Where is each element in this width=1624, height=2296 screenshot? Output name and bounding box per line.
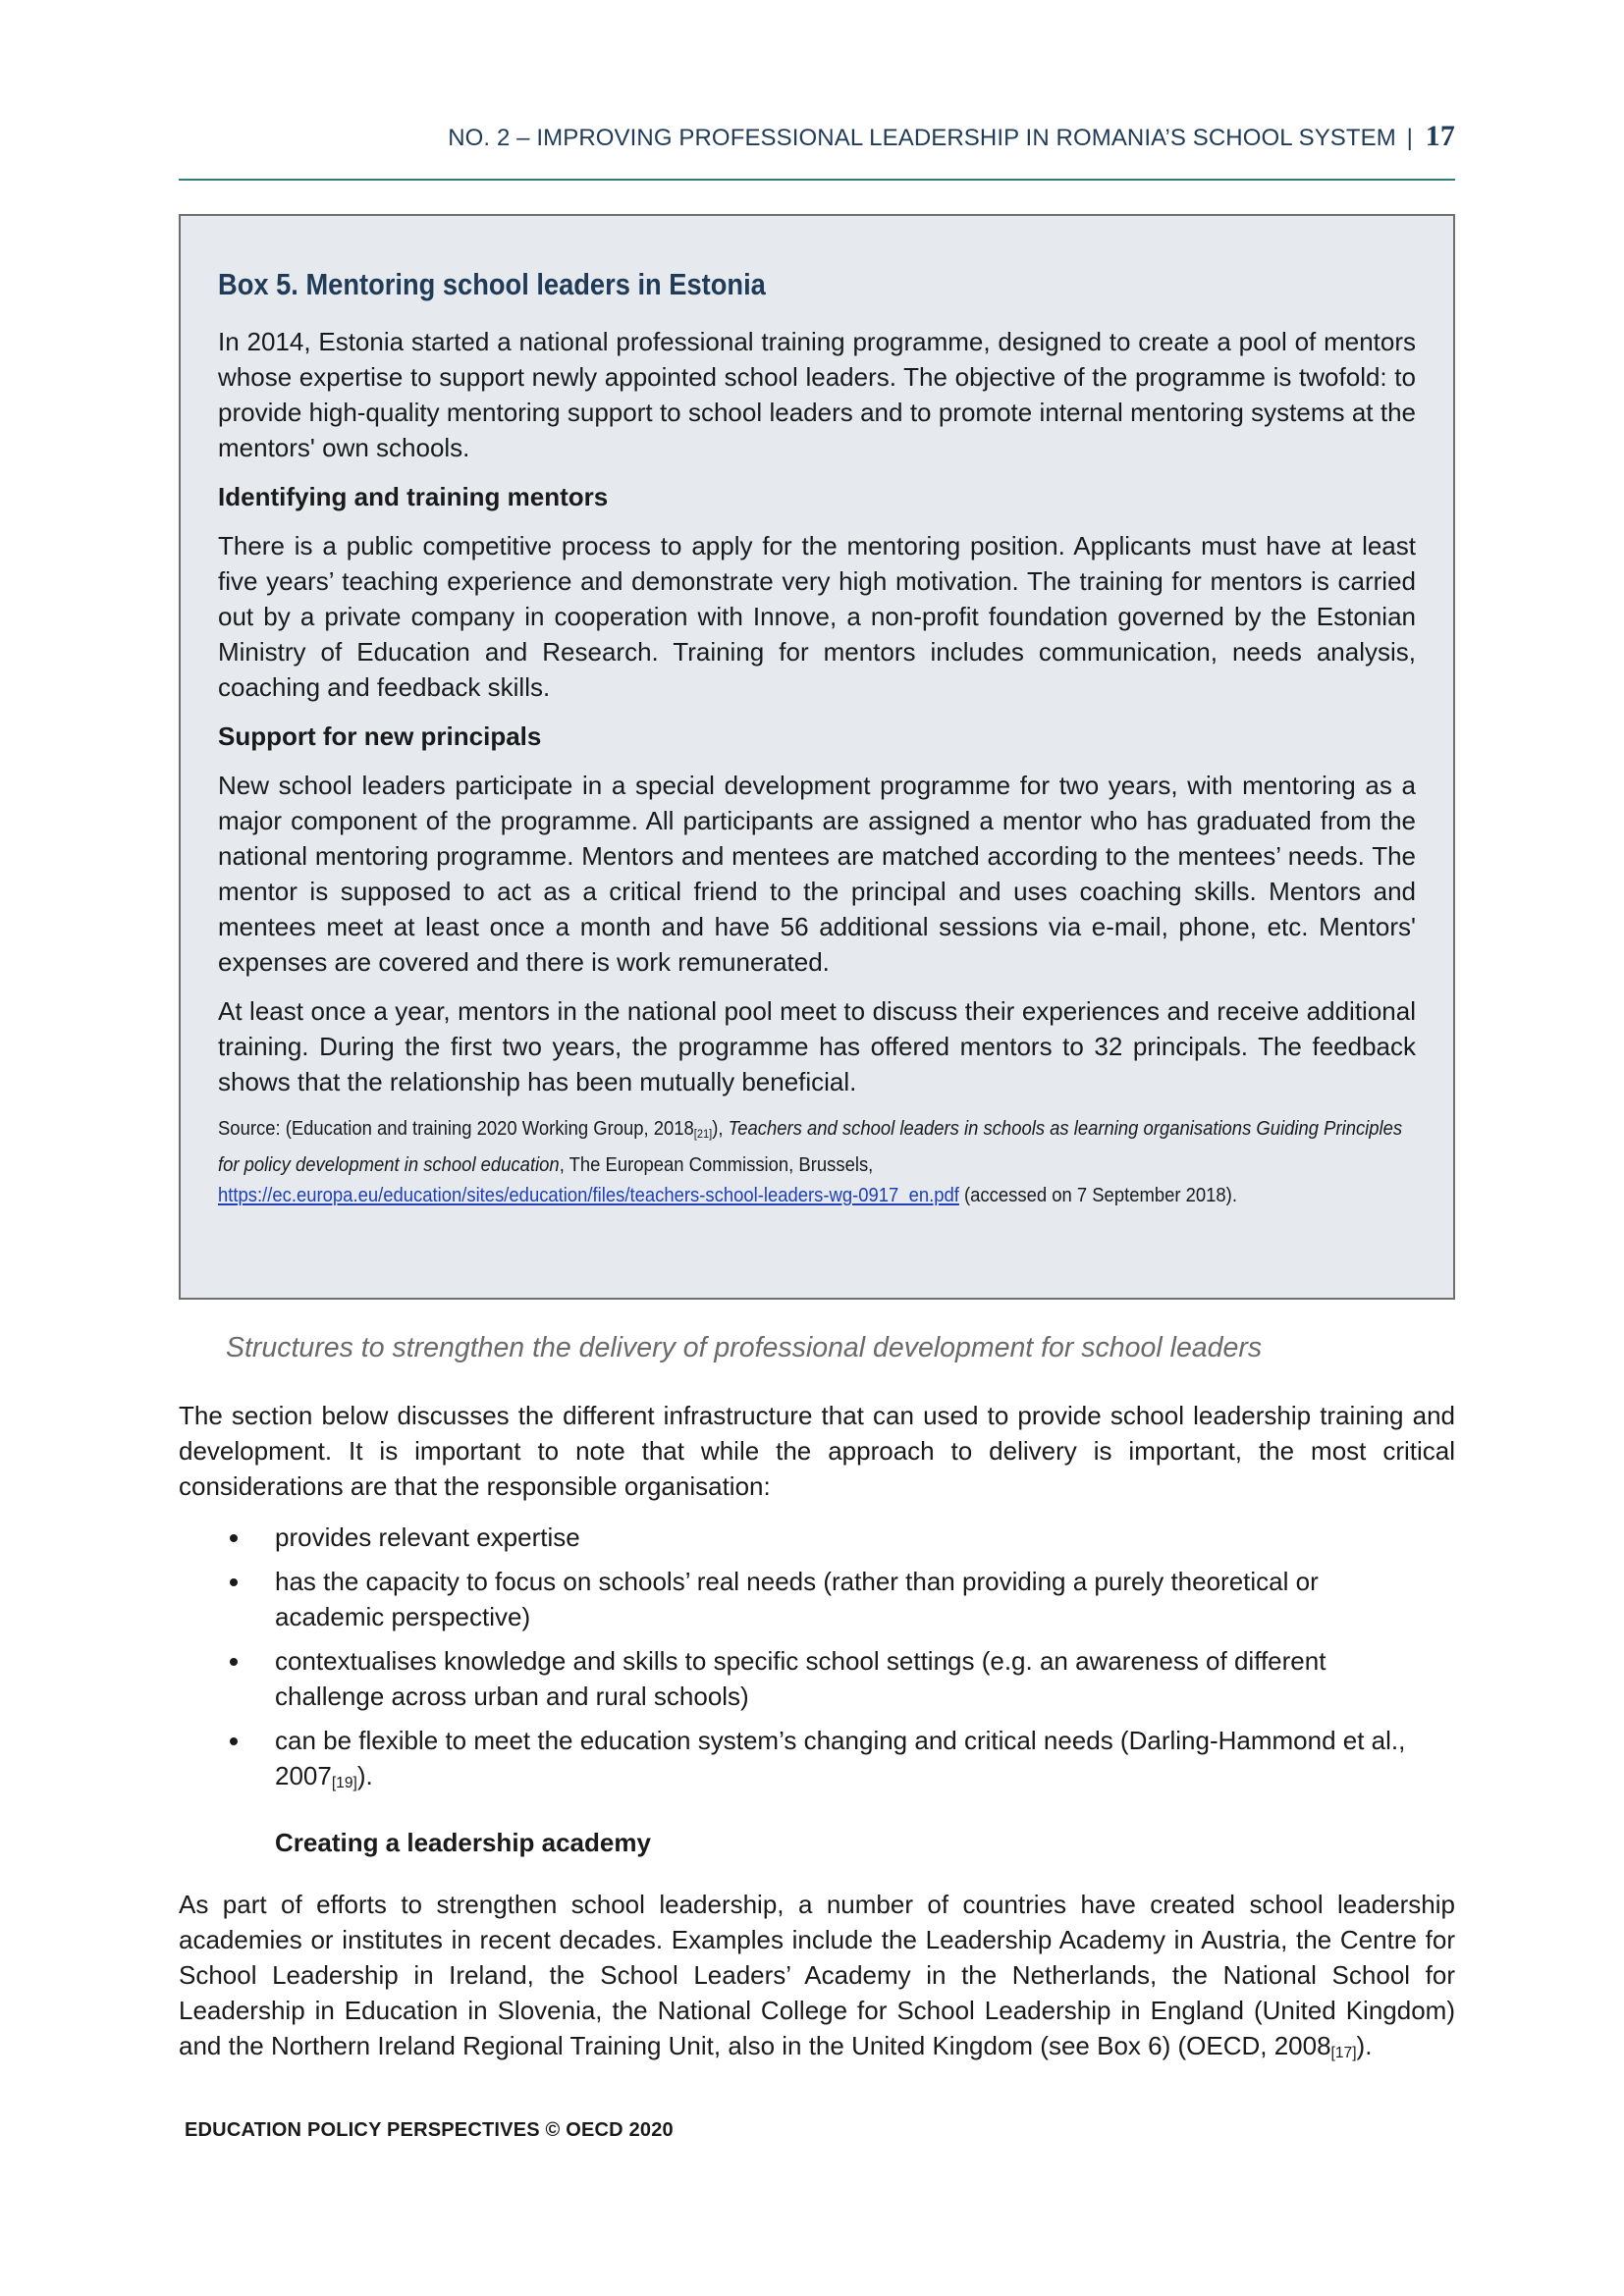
box-title: Box 5. Mentoring school leaders in Estonia <box>218 267 766 301</box>
box-paragraph-mentors: There is a public competitive process to apply for the mentoring position. Applicants must have at least five years’ teaching experience and demonstrate very high motivation. The training for mentors is carried out by a private company in cooperation with Innove, a non-profit foundation governed by the Estonian Ministry of Education and Research. Training for mentors includes communication, needs analysis, coaching and feedback skills. <box>218 531 1416 702</box>
source-accessed: (accessed on 7 September 2018). <box>958 1184 1237 1206</box>
considerations-list <box>179 1520 1416 1810</box>
box-intro: In 2014, Estonia started a national professional training programme, designed to create a pool of mentors whose expertise to support newly appointed school leaders. The objective of the programme is twofold: to provide high-quality mentoring support to school leaders and to promote internal mentoring systems at the mentors' own schools. <box>218 327 1416 462</box>
bullet4-ref: [19] <box>331 1775 357 1791</box>
subheading-academy: Creating a leadership academy <box>275 1828 651 1857</box>
box-paragraph-pool: At least once a year, mentors in the national pool meet to discuss their experiences and receive additional training. During the first two years, the programme has offered mentors to 32 principals. The feedback shows that the relationship has been mutually beneficial. <box>218 996 1416 1096</box>
bullet4-text: can be flexible to meet the education system’s changing and critical needs (Darling-Hammond et al., 2007 <box>275 1726 1406 1790</box>
academy-end: ). <box>1356 2031 1373 2060</box>
source-link[interactable]: https://ec.europa.eu/education/sites/education/files/teachers-school-leaders-wg-0917_en.pdf <box>218 1184 959 1206</box>
box-5 <box>179 214 1455 1300</box>
running-title: NO. 2 – IMPROVING PROFESSIONAL LEADERSHIP IN ROMANIA’S SCHOOL SYSTEM <box>448 125 1396 151</box>
source-prefix: Source: (Education and training 2020 Working Group, 2018 <box>218 1117 694 1140</box>
section-heading: Structures to strengthen the delivery of professional development for school leaders <box>226 1332 1263 1363</box>
running-header <box>179 120 1455 153</box>
header-rule <box>179 179 1455 181</box>
list-item: provides relevant expertise <box>179 1520 1416 1555</box>
list-item: has the capacity to focus on schools’ real needs (rather than providing a purely theoretical or academic perspective) <box>179 1564 1416 1634</box>
source-title: Teachers and school leaders in schools as learning organisations Guiding Principles for policy development in school education <box>218 1117 1403 1176</box>
source-publisher: , The European Commission, Brussels, <box>559 1153 874 1176</box>
bullet4-end: ). <box>356 1761 373 1790</box>
box-heading-mentors: Identifying and training mentors <box>218 482 609 511</box>
academy-paragraph <box>179 1887 1455 2071</box>
academy-text: As part of efforts to strengthen school leadership, a number of countries have created school leadership academies or institutes in recent decades. Examples include the Leadership Academy in Austria, the Centre for School Leadership in Ireland, the School Leaders’ Academy in the Netherlands, the National School for Leadership in Education in Slovenia, the National College for School Leadership in England (United Kingdom) and the Northern Ireland Regional Training Unit, also in the United Kingdom (see Box 6) (OECD, 2008 <box>179 1890 1455 2060</box>
box-heading-principals: Support for new principals <box>218 721 542 751</box>
page-number: 17 <box>1425 120 1455 152</box>
source-after-ref: ), <box>712 1117 729 1140</box>
box-source <box>218 1113 1415 1210</box>
academy-ref: [17] <box>1330 2045 1357 2061</box>
section-intro: The section below discusses the different infrastructure that can used to provide school leadership training and development. It is important to note that while the approach to delivery is important, the most critical considerations are that the responsible organisation: <box>179 1401 1455 1501</box>
box-paragraph-principals: New school leaders participate in a special development programme for two years, with mentoring as a major component of the programme. All participants are assigned a mentor who has graduated from the national mentoring programme. Mentors and mentees are matched according to the mentees’ needs. The mentor is supposed to act as a critical friend to the principal and uses coaching skills. Mentors and mentees meet at least once a month and have 56 additional sessions via e-mail, phone, etc. Mentors' expenses are covered and there is work remunerated. <box>218 771 1416 977</box>
list-item <box>179 1723 1416 1801</box>
source-ref: [21] <box>693 1127 713 1141</box>
header-separator: | <box>1406 125 1414 151</box>
page-footer: EDUCATION POLICY PERSPECTIVES © OECD 2020 <box>185 2119 674 2141</box>
list-item: contextualises knowledge and skills to specific school settings (e.g. an awareness of different challenge across urban and rural schools) <box>179 1643 1416 1714</box>
